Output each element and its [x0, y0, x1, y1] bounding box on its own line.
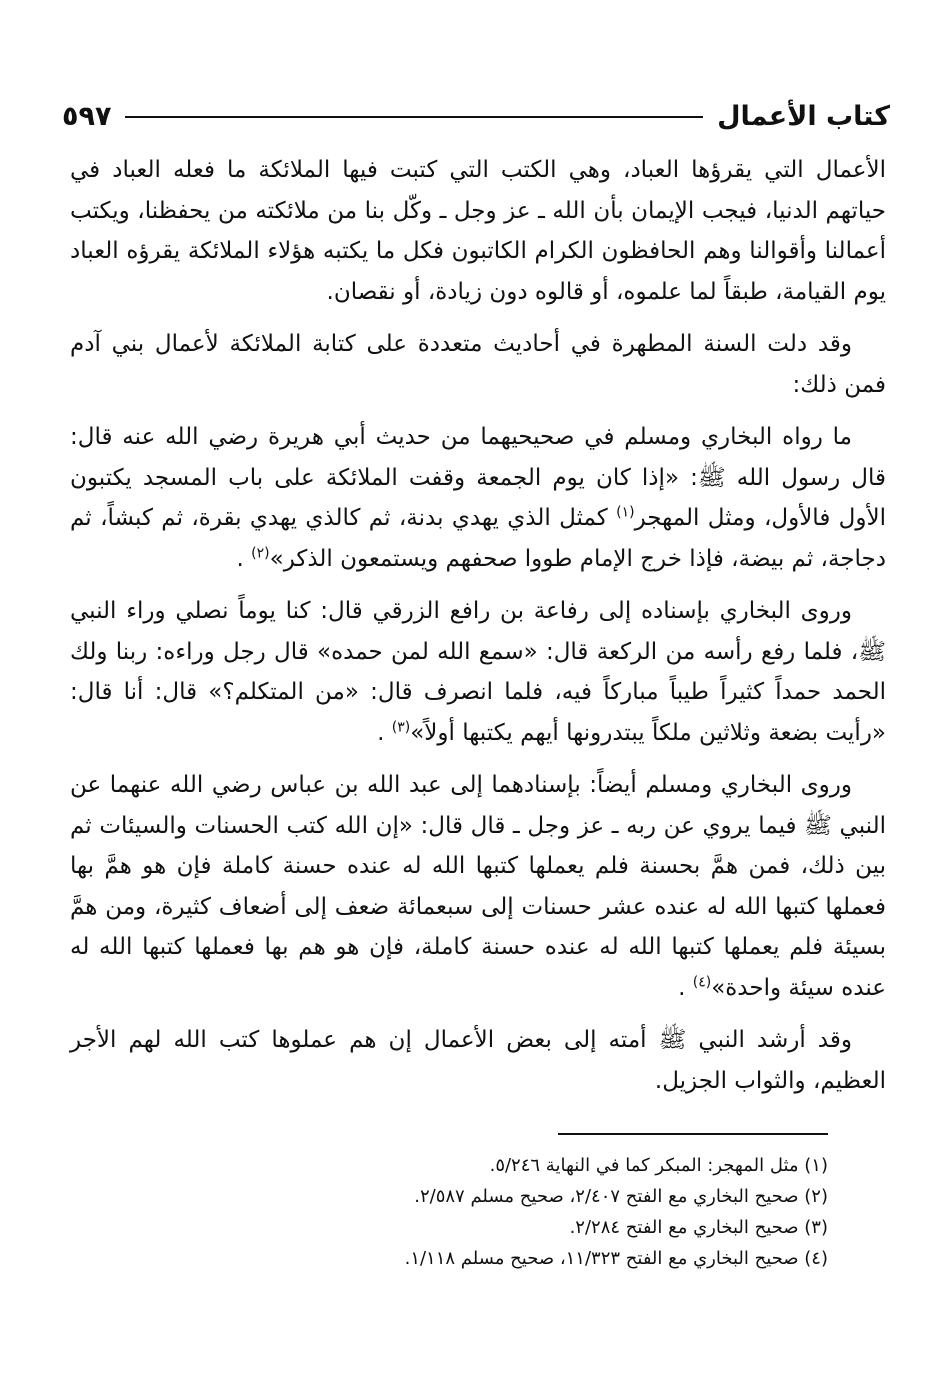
paragraph-1: الأعمال التي يقرؤها العباد، وهي الكتب التي كتبت فيها الملائكة ما فعله العباد في حياتهم الدنيا، فيجب الإيمان بأن الله ـ عز وجل ـ وكّل بنا من ملائكته من يحفظنا، ويكتب أعمالنا وأقوالنا وهم الحافظون الكرام الكاتبون فكل ما يكتبه هؤلاء الملائكة يقرؤه العباد يوم القيامة، طبقاً لما علموه، أو قالوه دون زيادة، أو نقصان. [70, 157, 886, 305]
footnote-ref-2[interactable]: (٢) [251, 544, 270, 561]
paragraph-4 [70, 591, 886, 753]
chapter-title: كتاب الأعمال [717, 101, 890, 132]
paragraph-3-part-1: ما رواه البخاري ومسلم في صحيحيهما من حديث أبي هريرة رضي الله عنه قال: قال رسول الله ﷺ: «إذا كان يوم الجمعة وقفت الملائكة على باب المسجد يكتبون الأول فالأول، ومثل المهجر [70, 424, 886, 531]
footnote-ref-3[interactable]: (٣) [391, 718, 411, 735]
footnote-1: (١) مثل المهجر: المبكر كما في النهاية ٥/٢٤٦. [489, 1155, 828, 1176]
page-number: ٥٩٧ [62, 101, 112, 132]
footnote-4: (٤) صحيح البخاري مع الفتح ١١/٣٢٣، صحيح مسلم ١/١١٨. [404, 1248, 828, 1269]
end-mark: . [678, 974, 686, 1001]
end-mark: . [377, 719, 385, 746]
paragraph-3-part-2: كمثل الذي يهدي بدنة، ثم كالذي يهدي بقرة، ثم كبشاً، ثم دجاجة، ثم بيضة، فإذا خرج الإمام طووا صحفهم ويستمعون الذكر» [70, 505, 886, 572]
header-rule [125, 116, 703, 118]
paragraph-2: وقد دلت السنة المطهرة في أحاديث متعددة على كتابة الملائكة لأعمال بني آدم فمن ذلك: [70, 331, 886, 398]
footnote-3: (٣) صحيح البخاري مع الفتح ٢/٢٨٤. [569, 1217, 828, 1238]
footnote-ref-4[interactable]: (٤) [692, 973, 712, 990]
paragraph-3 [70, 417, 886, 579]
paragraph-6: وقد أرشد النبي ﷺ أمته إلى بعض الأعمال إن هم عملوها كتب الله لهم الأجر العظيم، والثواب الجزيل. [70, 1027, 886, 1094]
paragraph-4-text: وروى البخاري بإسناده إلى رفاعة بن رافع الزرقي قال: كنا يوماً نصلي وراء النبي ﷺ، فلما رفع رأسه من الركعة قال: «سمع الله لمن حمده» قال رجل وراءه: ربنا ولك الحمد حمداً كثيراً طيباً مباركاً فيه، فلما انصرف قال: «من المتكلم؟» قال: أنا قال: «رأيت بضعة وثلاثين ملكاً يبتدرونها أيهم يكتبها أولاً» [70, 598, 886, 746]
footnote-2: (٢) صحيح البخاري مع الفتح ٢/٤٠٧، صحيح مسلم ٢/٥٨٧. [414, 1186, 828, 1207]
paragraph-5 [70, 765, 886, 1008]
footnote-ref-1[interactable]: (١) [616, 504, 635, 521]
footnotes [200, 1150, 828, 1274]
end-mark: . [236, 545, 244, 572]
main-text [70, 150, 886, 1113]
page-header [62, 92, 890, 132]
footnote-separator [558, 1133, 828, 1135]
paragraph-5-text: وروى البخاري ومسلم أيضاً: بإسنادهما إلى عبد الله بن عباس رضي الله عنهما عن النبي ﷺ فيما يروي عن ربه ـ عز وجل ـ قال قال: «إن الله كتب الحسنات والسيئات ثم بين ذلك، فمن همَّ بحسنة فلم يعملها كتبها الله له عنده حسنة كاملة فإن هو همَّ بها فعملها كتبها الله له عنده عشر حسنات إلى سبعمائة ضعف إلى أضعاف كثيرة، ومن همَّ بسيئة فلم يعملها كتبها الله له عنده حسنة كاملة، فإن هو هم بها فعملها كتبها الله له عنده سيئة واحدة» [70, 772, 886, 1001]
